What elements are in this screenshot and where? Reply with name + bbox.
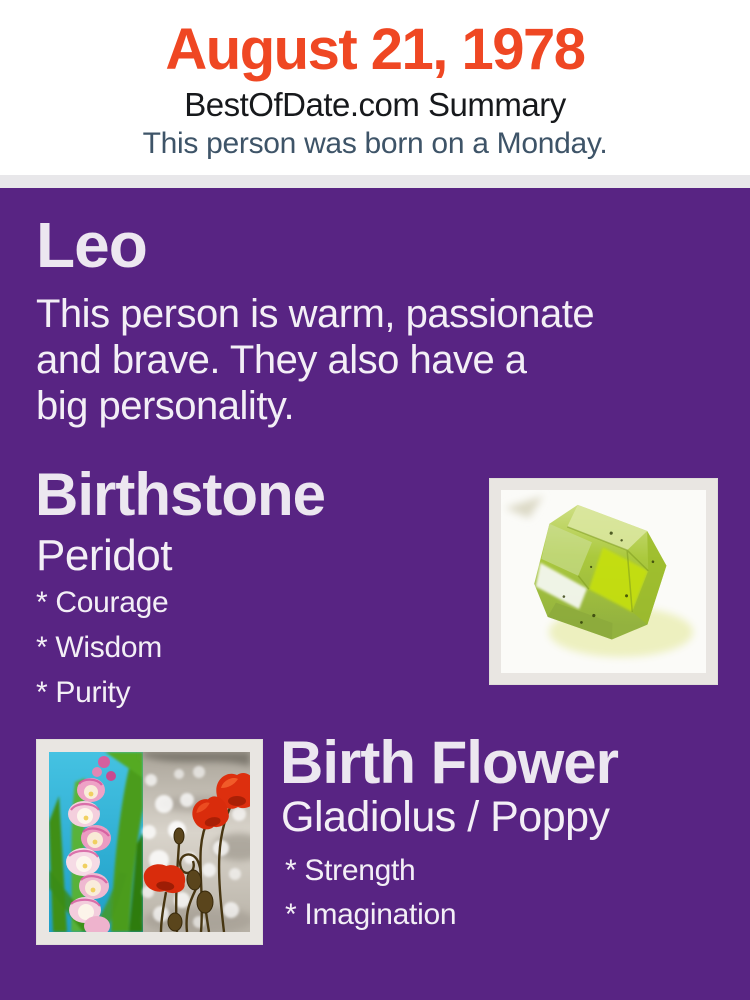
peridot-gemstone-photo <box>501 490 706 673</box>
birthstone-trait: * Wisdom <box>36 631 162 664</box>
divider-bar <box>0 175 750 188</box>
birthstone-name: Peridot <box>36 531 172 580</box>
birthstone-traits <box>36 580 168 715</box>
zodiac-description-line: This person is warm, passionate <box>36 292 595 336</box>
birth-flower-name: Gladiolus / Poppy <box>281 793 610 841</box>
zodiac-sign-heading: Leo <box>36 209 147 281</box>
birthstone-trait: * Courage <box>36 586 169 619</box>
details-panel <box>0 188 750 1000</box>
birthstone-trait: * Purity <box>36 676 131 709</box>
zodiac-description-line: and brave. They also have a <box>36 338 527 382</box>
birth-flower-trait: * Strength <box>285 854 416 887</box>
birthstone-photo-frame <box>489 478 718 685</box>
header <box>0 0 750 175</box>
zodiac-description <box>36 291 594 429</box>
date-title: August 21, 1978 <box>165 17 585 82</box>
birth-flower-traits <box>285 849 456 937</box>
weekday-line: This person was born on a Monday. <box>142 127 608 160</box>
birth-flower-heading: Birth Flower <box>280 729 619 796</box>
gladiolus-poppy-photo <box>49 752 250 932</box>
birth-flower-photo-frame <box>36 739 263 945</box>
birth-flower-trait: * Imagination <box>285 898 457 931</box>
site-summary-line: BestOfDate.com Summary <box>184 86 566 123</box>
birthstone-heading: Birthstone <box>35 461 325 528</box>
zodiac-description-line: big personality. <box>36 384 295 428</box>
